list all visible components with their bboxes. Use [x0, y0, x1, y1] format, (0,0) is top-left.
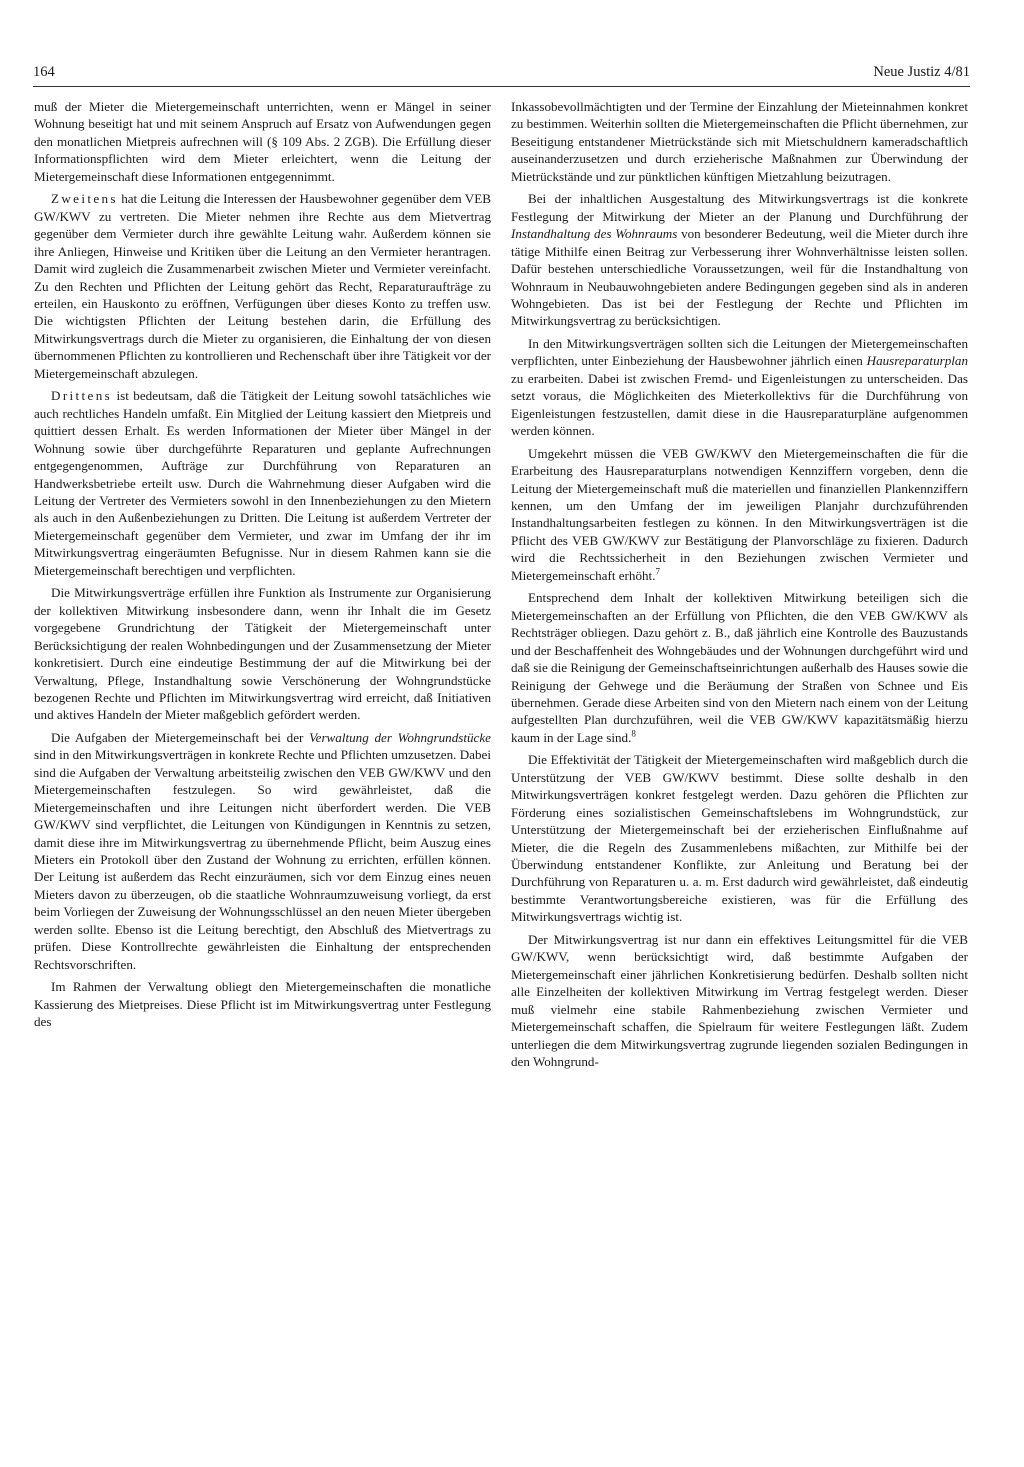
header-rule	[33, 86, 970, 87]
paragraph: Drittens ist bedeutsam, daß die Tätigkeit der Leitung sowohl tatsächliches wie auch rechtliches Handeln umfaßt. Ein Mitglied der Leitung kassiert den Mietpreis und quittiert dessen Erhalt. Es werden Informationen der Mieter über Mängel in der Wohnung sowie über durchgeführte Reparaturen und geplante Aufrechnungen entgegengenommen, Aufträge zur Durchführung von Reparaturen an Handwerksbetriebe erteilt usw. Durch die Wahrnehmung dieser Aufgaben wird die Leitung der Vertreter des Vermieters sowohl in den Innenbeziehungen zu den Mietern als auch in den Außenbeziehungen zu Dritten. Die Leitung ist außerdem Vertreter der Mietergemeinschaft gegenüber dem Vermieter, und zwar im Umfang der ihr im Mitwirkungsvertrag eingeräumten Befugnisse. Nur in diesem Rahmen kann sie die Mietergemeinschaft berechtigen und verpflichten.	[34, 388, 491, 578]
paragraph: Inkassobevollmächtigten und der Termine der Einzahlung der Mieteinnahmen konkret zu bestimmen. Weiterhin sollten die Mietergemeinschaften die Pflicht übernehmen, zur Beseitigung entstandener Mietrückstände sich mit Mietschuldnern kameradschaftlich auseinanderzusetzen und durch erzieherische Maßnahmen zur Überwindung der Mietrückstände und zur pünktlichen künftigen Mietzahlung beizutragen.	[511, 99, 968, 184]
footnote-ref: 7	[655, 566, 660, 577]
paragraph: Zweitens hat die Leitung die Interessen der Hausbewohner gegenüber dem VEB GW/KWV zu vertreten. Die Mieter nehmen ihre Rechte aus dem Mietvertrag gegenüber dem Vermieter durch ihre gewählte Leitung wahr. Außerdem können sie ihre Anliegen, Hinweise und Kritiken über die Leitung an den Vermieter herantragen. Damit wird zugleich die Zusammenarbeit zwischen Mieter und Vermieter vereinfacht. Zu den Rechten und Pflichten der Leitung gehört das Recht, Reparaturaufträge zu erteilen, ein Hauskonto zu eröffnen, Verfügungen über dieses Konto zu treffen usw. Die wichtigsten Pflichten der Leitung bestehen darin, die Erfüllung des Mitwirkungsvertrags durch die Mieter zu organisieren, die Einhaltung der von diesen übernommenen Pflichten zu kontrollieren und Rechenschaft über ihre Tätigkeit vor der Mietergemeinschaft abzulegen.	[34, 191, 491, 381]
right-column	[511, 98, 968, 1075]
emphasis: Instandhaltung des Wohnraums	[511, 226, 678, 242]
page-number: 164	[33, 64, 55, 80]
paragraph: Die Mitwirkungsverträge erfüllen ihre Funktion als Instrumente zur Organisierung der kollektiven Mitwirkung insbesondere dann, wenn ihr Inhalt die im Gesetz vorgegebene Grundrichtung der Tätigkeit der Mietergemeinschaft unter Berücksichtigung der realen Wohnbedingungen und der Zusammensetzung der Mieter konkretisiert. Durch eine eindeutige Bestimmung der auf die Mitwirkung bei der Verwaltung, Pflege, Instandhaltung sowie Verschönerung der Wohngrundstücke bezogenen Rechte und Pflichten im Mitwirkungsvertrag wird erreicht, daß Initiativen und aktives Handeln der Mieter maßgeblich gefördert werden.	[34, 585, 491, 723]
footnote-ref: 8	[631, 728, 636, 739]
paragraph: Im Rahmen der Verwaltung obliegt den Mietergemeinschaften die monatliche Kassierung des Mietpreises. Diese Pflicht ist im Mitwirkungsvertrag unter Festlegung des	[34, 979, 491, 1030]
spaced-lead-word: Drittens	[51, 388, 113, 404]
spaced-lead-word: Zweitens	[51, 191, 118, 207]
paragraph: Entsprechend dem Inhalt der kollektiven Mitwirkung beteiligen sich die Mietergemeinschaften an der Erfüllung von Pflichten, die den VEB GW/KWV als Rechtsträger obliegen. Dazu gehört z. B., daß jährlich eine Kontrolle des Bauzustands und der Beschaffenheit des Wohngebäudes und der Wohnungen durchgeführt wird und daß sie die Reinigung der Gemeinschaftseinrichtungen außerhalb des Hauses sowie die Reinigung der Gehwege und die Beräumung der Straßen von Schnee und Eis übernehmen. Gerade diese Arbeiten sind von den Mietern nach einem von der Leitung aufgestellten Plan durchzuführen, weil die VEB GW/KWV kapazitätsmäßig hierzu kaum in der Lage sind.$^8$	[511, 590, 968, 745]
paragraph: Bei der inhaltlichen Ausgestaltung des Mitwirkungsvertrags ist die konkrete Festlegung der Mitwirkung der Mieter an der Planung und Durchführung der Instandhaltung des Wohnraums von besonderer Bedeutung, weil die Mieter durch ihre tätige Mithilfe einen Beitrag zur Verbesserung ihrer Wohnverhältnisse leisten sollen. Dafür bestehen unterschiedliche Voraussetzungen, weil für die Instandhaltung von Wohnraum in Neubauwohngebieten andere Bedingungen gegeben sind als in anderen Wohngebieten. Das ist bei der Festlegung der Rechte und Pflichten im Mitwirkungsvertrag zu berücksichtigen.	[511, 191, 968, 329]
page-header	[33, 64, 970, 86]
journal-title: Neue Justiz 4/81	[873, 64, 970, 80]
paragraph: Die Effektivität der Tätigkeit der Mietergemeinschaften wird maßgeblich durch die Unterstützung der VEB GW/KWV bestimmt. Diese sollte deshalb in den Mitwirkungsverträgen konkret festgelegt werden. Dazu gehören die Pflichten zur Förderung eines sozialistischen Gemeinschaftslebens im Wohngrundstück, zur Unterstützung der Mietergemeinschaft bei der erzieherischen Einflußnahme auf Mieter, die die Regeln des Zusammenlebens mißachten, zur Mithilfe bei der Überwindung entstandener Konflikte, zur Anleitung und Beratung bei der Durchführung von Reparaturen u. a. m. Erst dadurch wird gewährleistet, daß eindeutig bestimmte Verantwortungsbereiche existieren, was für die Erfüllung des Mitwirkungsvertrags wichtig ist.	[511, 752, 968, 925]
paragraph: Umgekehrt müssen die VEB GW/KWV den Mietergemeinschaften die für die Erarbeitung des Hausreparaturplans notwendigen Kennziffern vorgeben, denn die Leitung der Mietergemeinschaft muß die materiellen und finanziellen Plankennziffern kennen, um den Umfang der im jeweiligen Planjahr durchzuführenden Instandhaltungsarbeiten festlegen zu können. In den Mitwirkungsverträgen ist die Pflicht des VEB GW/KWV zur Bestätigung der Planvorschläge zu fixieren. Dadurch wird die Rechtssicherheit in den Beziehungen zwischen Vermieter und Mietergemeinschaft erhöht.$^7$	[511, 445, 968, 583]
paragraph: Die Aufgaben der Mietergemeinschaft bei der Verwaltung der Wohngrundstücke sind in den Mitwirkungsverträgen in konkrete Rechte und Pflichten umzusetzen. Dabei sind die Aufgaben der Verwaltung arbeitsteilig zwischen den VEB GW/KWV und den Mietergemeinschaften festzulegen. So wird gewährleistet, daß die Mietergemeinschaften und ihre Leitungen nicht überfordert werden. Die VEB GW/KWV sind verpflichtet, die Leitungen von Kündigungen in Kenntnis zu setzen, damit diese ihre im Mitwirkungsvertrag zu übernehmende Pflicht, beim Auszug eines Mieters ein Protokoll über den Zustand der Wohnung zu errichten, erfüllen können. Der Leitung ist außerdem das Recht einzuräumen, sich vor dem Einzug eines neuen Mieters davon zu überzeugen, ob die staatliche Wohnraumzuweisung vorliegt, da erst beim Vorliegen der Zuweisung der Wohnungsschlüssel an den neuen Mieter übergeben werden sollte. Ebenso ist die Leitung berechtigt, den Abschluß des Mietvertrags zu prüfen. Diese Kontrollrechte gewährleisten die Einhaltung der entsprechenden Rechtsvorschriften.	[34, 729, 491, 972]
left-column	[34, 98, 491, 1036]
emphasis: Hausreparaturplan	[866, 353, 968, 369]
paragraph: muß der Mieter die Mietergemeinschaft unterrichten, wenn er Mängel in seiner Wohnung beseitigt hat und mit seinem Anspruch auf Ersatz von Aufwendungen gegen den monatlichen Mietpreis aufrechnen will (§ 109 Abs. 2 ZGB). Die Erfüllung dieser Informationspflichten wird dem Mieter erleichtert, wenn die Leitung der Mietergemeinschaft diese Informationen entgegennimmt.	[34, 99, 491, 184]
paragraph: In den Mitwirkungsverträgen sollten sich die Leitungen der Mietergemeinschaften verpflichten, unter Einbeziehung der Hausbewohner jährlich einen Hausreparaturplan zu erarbeiten. Dabei ist zwischen Fremd- und Eigenleistungen zu unterscheiden. Das setzt voraus, die Möglichkeiten des Mieterkollektivs für die Durchführung von Eigenleistungen festzustellen, damit diese in die Hausreparaturpläne aufgenommen werden können.	[511, 335, 968, 439]
paragraph: Der Mitwirkungsvertrag ist nur dann ein effektives Leitungsmittel für die VEB GW/KWV, wenn berücksichtigt wird, daß bestimmte Aufgaben der Mietergemeinschaft einer jährlichen Konkretisierung bedürfen. Deshalb sollten nicht alle Einzelheiten der kollektiven Mitwirkung im Vertrag festgelegt werden. Dieser muß vielmehr eine stabile Rahmenbeziehung zwischen Vermieter und Mietergemeinschaft schaffen, die Spielraum für weitere Festlegungen läßt. Zudem unterliegen die dem Mitwirkungsvertrag zugrunde liegenden sozialen Bedingungen in den Wohngrund-	[511, 931, 968, 1070]
emphasis: Verwaltung der Wohngrundstücke	[309, 729, 491, 745]
